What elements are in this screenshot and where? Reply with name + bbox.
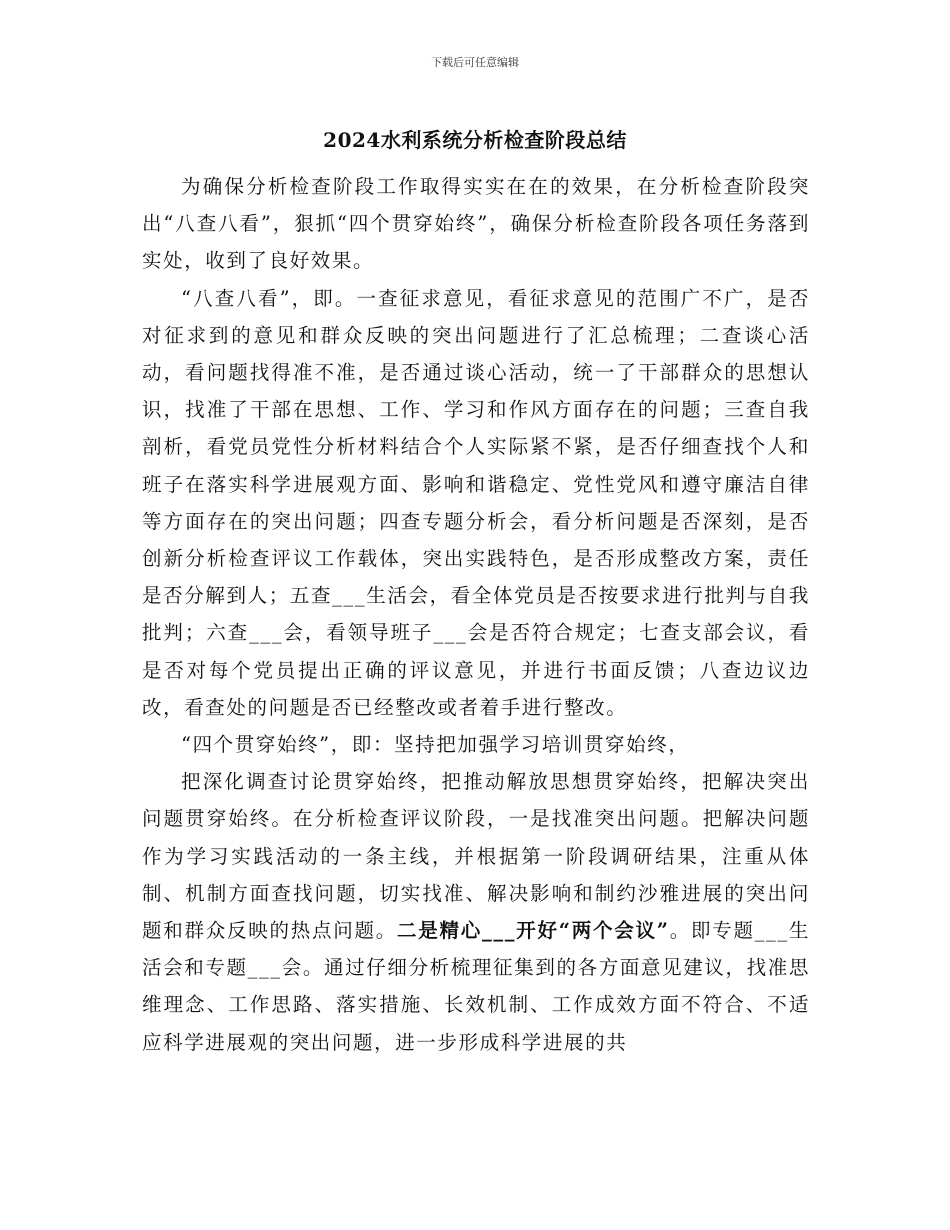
paragraph-eight-checks: “八查八看”，即。一查征求意见，看征求意见的范围广不广，是否对征求到的意见和群众反映的突出问题进行了汇总梳理；二查谈心活动，看问题找得准不准，是否通过谈心活动，统一了干部群众的思想认识，找准了干部在思想、工作、学习和作风方面存在的问题；三查自我剖析，看党员党性分析材料结合个人实际紧不紧，是否仔细查找个人和班子在落实科学进展观方面、影响和谐稳定、党性党风和遵守廉洁自律等方面存在的突出问题；四查专题分析会，看分析问题是否深刻，是否创新分析检查评议工作载体，突出实践特色，是否形成整改方案，责任是否分解到人；五查___生活会，看全体党员是否按要求进行批判与自我批判；六查___会，看领导班子___会是否符合规定；七查支部会议，看是否对每个党员提出正确的评议意见，并进行书面反馈；八查边议边改，看查处的问题是否已经整改或者着手进行整改。 [142, 286, 810, 719]
bold-highlight: 二是精心___开好“两个会议” [397, 919, 670, 943]
paragraph-text-after: 。即专题___生活会和专题___会。通过仔细分析梳理征集到的各方面意见建议，找准思维理念、工作思路、落实措施、长效机制、工作成效方面不符合、不适应科学进展观的突出问题，进一步形成科学进展的共 [142, 919, 811, 1054]
header-note: 下载后可任意编辑 [431, 56, 519, 69]
paragraph-four-throughout: “四个贯穿始终”，即：坚持把加强学习培训贯穿始终， [181, 733, 690, 757]
document-title: 2024水利系统分析检查阶段总结 [323, 128, 627, 152]
document-body [142, 168, 810, 1061]
paragraph-analysis-stage [142, 763, 810, 1061]
paragraph-intro: 为确保分析检查阶段工作取得实实在在的效果，在分析检查阶段突出“八查八看”，狠抓“四个贯穿始终”，确保分析检查阶段各项任务落到实处，收到了良好效果。 [142, 175, 810, 273]
paragraph-text-before: 把深化调查讨论贯穿始终，把推动解放思想贯穿始终，把解决突出问题贯穿始终。在分析检查评议阶段，一是找准突出问题。把解决问题作为学习实践活动的一条主线，并根据第一阶段调研结果，注重从体制、机制方面查找问题，切实找准、解决影响和制约沙雅进展的突出问题和群众反映的热点问题。 [142, 770, 810, 943]
